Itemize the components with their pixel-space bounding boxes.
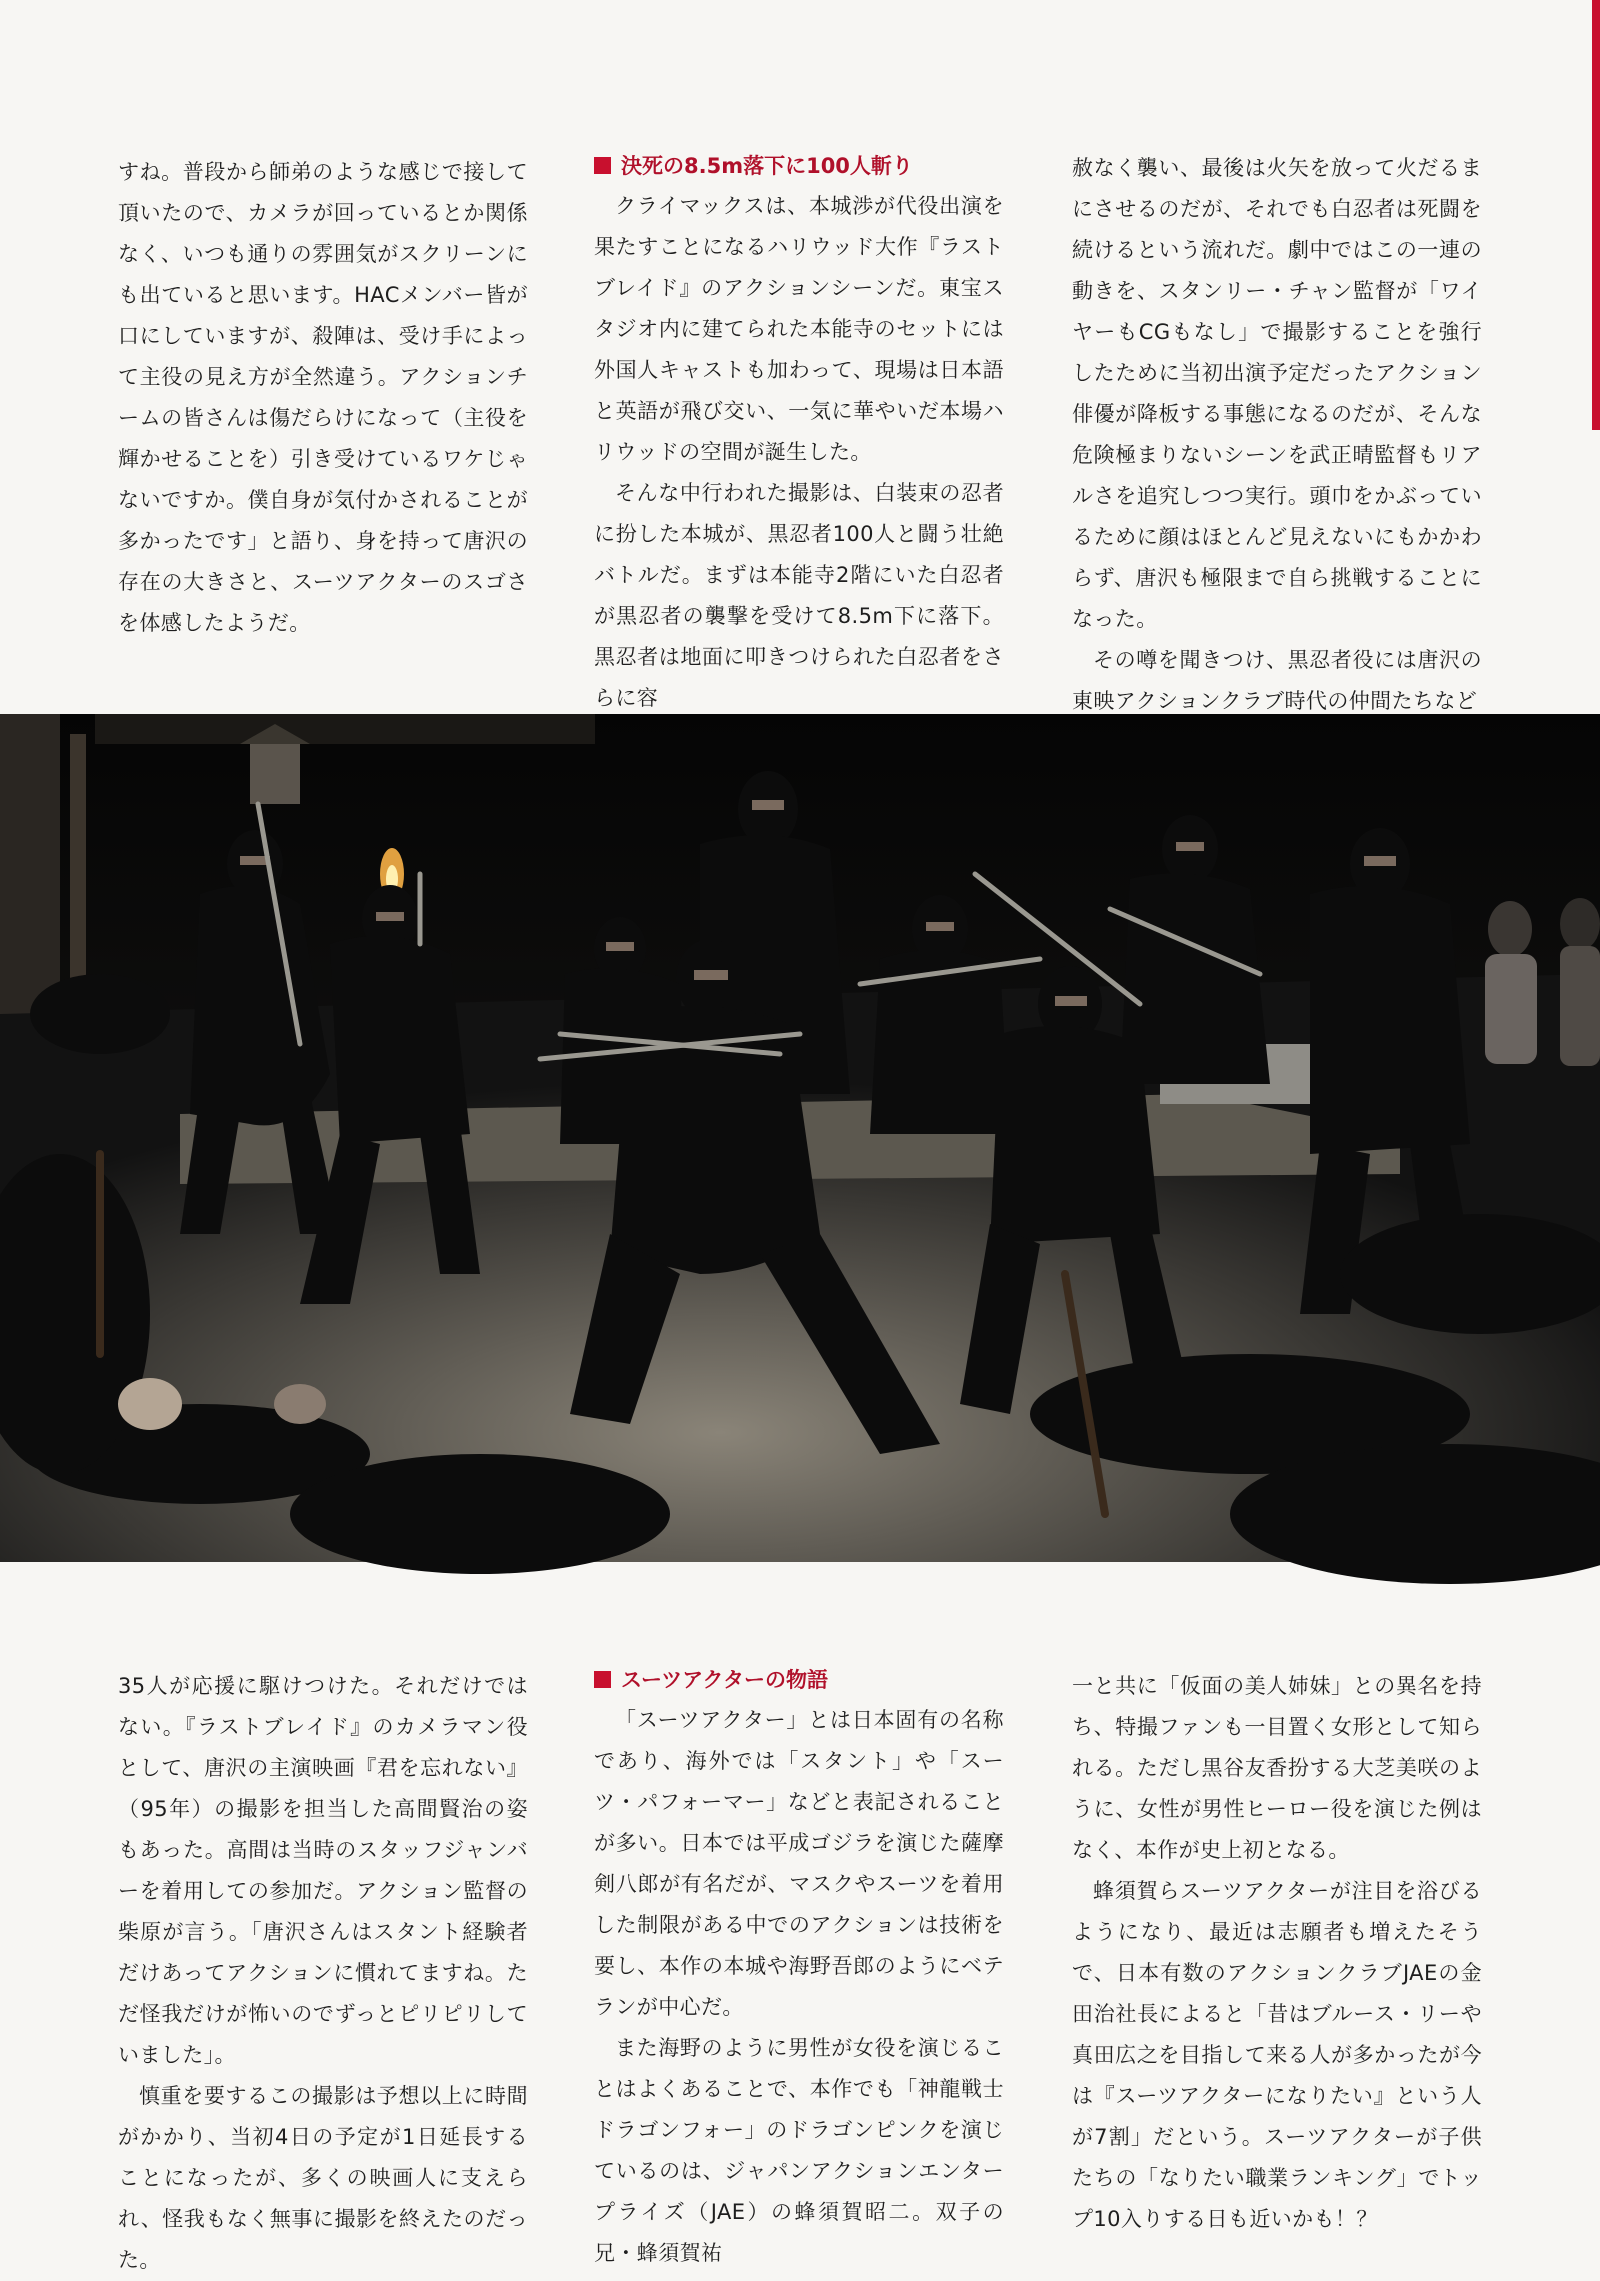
body-paragraph: その噂を聞きつけ、黒忍者役には唐沢の東映アクションクラブ時代の仲間たちなど (1072, 648, 1482, 713)
body-paragraph: また海野のように男性が女役を演じることはよくあることで、本作でも「神龍戦士ドラゴンフォー」のドラゴンピンクを演じているのは、ジャパンアクションエンタープライズ（JAE）の蜂須賀昭二。双子の兄・蜂須賀祐 (594, 2036, 1004, 2265)
bottom-column-3 (1072, 1666, 1482, 2231)
section-heading-fall (594, 148, 1004, 182)
body-paragraph: そんな中行われた撮影は、白装束の忍者に扮した本城が、黒忍者100人と闘う壮絶バトルだ。まずは本能寺2階にいた白忍者が黒忍者の襲撃を受けて8.5m下に落下。黒忍者は地面に叩きつけられた白忍者をさらに容 (594, 481, 1004, 710)
ninja-battle-photo (0, 714, 1600, 1562)
body-paragraph: 蜂須賀らスーツアクターが注目を浴びるようになり、最近は志願者も増えたそうで、日本有数のアクションクラブJAEの金田治社長によると「昔はブルース・リーや真田広之を目指して来る人が多かったが今は『スーツアクターになりたい』という人が7割」だという。スーツアクターが子供たちの「なりたい職業ランキング」でトップ10入りする日も近いかも！？ (1072, 1879, 1482, 2231)
top-column-1 (118, 152, 528, 635)
body-paragraph: 赦なく襲い、最後は火矢を放って火だるまにさせるのだが、それでも白忍者は死闘を続けるという流れだ。劇中ではこの一連の動きを、スタンリー・チャン監督が「ワイヤーもCGもなし」で撮影することを強行したために当初出演予定だったアクション俳優が降板する事態になるのだが、そんな危険極まりないシーンを武正晴監督もリアルさを追究しつつ実行。頭巾をかぶっているために顔はほとんど見えないにもかかわらず、唐沢も極限まで自ら挑戦することになった。 (1072, 156, 1482, 631)
section-heading-text: スーツアクターの物語 (621, 1668, 829, 1692)
body-paragraph: 慎重を要するこの撮影は予想以上に時間がかかり、当初4日の予定が1日延長することになったが、多くの映画人に支えられ、怪我もなく無事に撮影を終えたのだった。 (118, 2084, 528, 2272)
section-heading-text: 決死の8.5m落下に100人斬り (621, 154, 913, 178)
page-edge-color-bar (1592, 0, 1600, 430)
bottom-column-1 (118, 1666, 528, 2272)
body-paragraph: 一と共に「仮面の美人姉妹」との異名を持ち、特撮ファンも一目置く女形として知られる。ただし黒谷友香扮する大芝美咲のように、女性が男性ヒーロー役を演じた例はなく、本作が史上初となる。 (1072, 1674, 1482, 1862)
top-column-2 (594, 148, 1004, 710)
body-paragraph: クライマックスは、本城渉が代役出演を果たすことになるハリウッド大作『ラストブレイド』のアクションシーンだ。東宝スタジオ内に建てられた本能寺のセットには外国人キャストも加わって、現場は日本語と英語が飛び交い、一気に華やいだ本場ハリウッドの空間が誕生した。 (594, 194, 1004, 464)
section-heading-suit-actor (594, 1662, 1004, 1696)
heading-square-icon (594, 1671, 611, 1688)
body-paragraph: すね。普段から師弟のような感じで接して頂いたので、カメラが回っているとか関係なく、いつも通りの雰囲気がスクリーンにも出ていると思います。HACメンバー皆が口にしていますが、殺陣は、受け手によって主役の見え方が全然違う。アクションチームの皆さんは傷だらけになって（主役を輝かせることを）引き受けているワケじゃないですか。僕自身が気付かされることが多かったです」と語り、身を持って唐沢の存在の大きさと、スーツアクターのスゴさを体感したようだ。 (118, 160, 528, 635)
body-paragraph: 35人が応援に駆けつけた。それだけではない。『ラストブレイド』のカメラマン役として、唐沢の主演映画『君を忘れない』（95年）の撮影を担当した高間賢治の姿もあった。高間は当時のスタッフジャンバーを着用しての参加だ。アクション監督の柴原が言う。「唐沢さんはスタント経験者だけあってアクションに慣れてますね。ただ怪我だけが怖いのでずっとピリピリしていました」。 (118, 1674, 528, 2067)
body-paragraph: 「スーツアクター」とは日本固有の名称であり、海外では「スタント」や「スーツ・パフォーマー」などと表記されることが多い。日本では平成ゴジラを演じた薩摩剣八郎が有名だが、マスクやスーツを着用した制限がある中でのアクションは技術を要し、本作の本城や海野吾郎のようにベテランが中心だ。 (594, 1708, 1004, 2019)
bottom-column-2 (594, 1662, 1004, 2265)
top-column-3 (1072, 148, 1482, 713)
heading-square-icon (594, 157, 611, 174)
